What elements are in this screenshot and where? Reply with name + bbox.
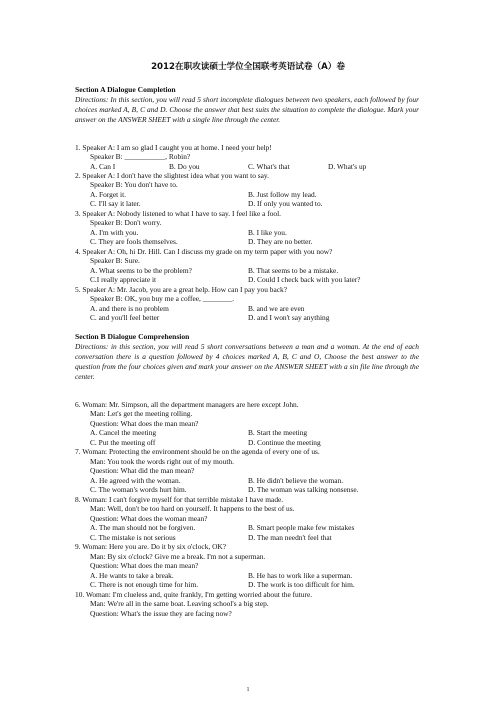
question-6-woman: 6. Woman: Mr. Simpson, all the department managers are here except John. xyxy=(75,399,299,409)
question-3-option-c: C. They are fools themselves. xyxy=(90,237,178,246)
section-b-heading: Section B Dialogue Comprehension xyxy=(75,332,190,341)
question-3-option-b: B. I like you. xyxy=(248,227,287,237)
question-7-man: Man: You took the words right out of my mouth. xyxy=(90,456,234,466)
question-6-question: Question: What does the man mean? xyxy=(90,418,199,428)
question-3-speaker-a: 3. Speaker A: Nobody listened to what I have to say. I feel like a fool. xyxy=(75,208,281,218)
exam-title: 2012在职攻读硕士学位全国联考英语试卷（A）卷 xyxy=(151,62,345,72)
question-4-option-b: B. That seems to be a mistake. xyxy=(248,265,339,275)
question-8-man: Man: Well, don't be too hard on yourself. It happens to the best of us. xyxy=(90,504,295,513)
question-6-option-b: B. Start the meeting xyxy=(248,428,308,437)
question-6-option-c: C. Put the meeting off xyxy=(90,437,156,447)
question-8-option-d: D. The man needn't feel that xyxy=(248,532,332,542)
question-7-option-b: B. He didn't believe the woman. xyxy=(248,475,344,485)
section-a-directions: Directions: In this section, you will read 5 short incomplete dialogues between two speakers, each followed by four choices marked A, B, C and D. Choose the answer that best suits the situation to complete the dialogue. Mark your answer on the ANSWER SHEET with a single line through the center. xyxy=(75,95,419,124)
question-8-question: Question: What does the woman mean? xyxy=(90,513,208,523)
question-9-option-d: D. The work is too difficult for him. xyxy=(248,580,355,589)
question-4-option-c: C.I really appreciate it xyxy=(90,275,157,284)
question-5-option-a: A. and there is no problem xyxy=(90,303,169,313)
question-4-option-a: A. What seems to be the problem? xyxy=(90,265,192,275)
question-5-option-d: D. and I won't say anything xyxy=(248,313,330,322)
question-9-woman: 9. Woman: Here you are. Do it by six o'clock, OK? xyxy=(75,542,227,551)
question-5-option-c: C. and you'll feel better xyxy=(90,313,160,322)
question-7-option-d: D. The woman was talking nonsense. xyxy=(248,485,359,494)
question-7-question: Question: What did the man mean? xyxy=(90,466,195,475)
question-8-option-c: C. The mistake is not serious xyxy=(90,532,176,542)
question-7-woman: 7. Woman: Protecting the environment should be on the agenda of every one of us. xyxy=(75,447,320,456)
question-8-woman: 8. Woman: I can't forgive myself for that terrible mistake I have made. xyxy=(75,494,284,504)
question-5-speaker-a: 5. Speaker A: Mr. Jacob, you are a great help. How can I pay you back? xyxy=(75,284,287,294)
question-8-option-b: B. Smart people make few mistakes xyxy=(248,523,355,532)
section-a-heading: Section A Dialogue Completion xyxy=(75,85,176,94)
question-2-option-b: B. Just follow my lead. xyxy=(248,189,317,199)
section-b-directions: Directions: in this section, you will read 5 short conversations between a man and a woman. At the end of each conversation there is a question followed by 4 choices marked A, B, C and O, Choose the best answer to the question from the four choices given and mark your answer on the ANSWER SHEET with a sin file line through the center. xyxy=(75,342,419,381)
question-1-speaker-b: Speaker B: ___________, Robin? xyxy=(90,152,191,161)
question-3-speaker-b: Speaker B: Don't worry. xyxy=(90,218,162,227)
question-1-speaker-a: 1. Speaker A: I am so glad I caught you at home. I need your help! xyxy=(75,143,272,152)
question-6-option-a: A. Cancel the meeting xyxy=(90,428,157,437)
question-9-option-b: B. He has to work like a superman. xyxy=(248,570,353,580)
question-2-option-c: C. I'll say it later. xyxy=(90,199,141,208)
question-10-woman: 10. Woman: I'm clueless and, quite frankly, I'm getting worried about the future. xyxy=(75,589,313,599)
question-9-option-c: C. There is not enough time for him. xyxy=(90,580,199,589)
question-10-question: Question: What's the issue they are facing now? xyxy=(90,608,232,618)
question-4-option-d: D. Could I check back with you later? xyxy=(248,275,361,284)
question-4-speaker-b: Speaker B: Sure. xyxy=(90,256,140,265)
question-5-speaker-b: Speaker B: OK, you buy me a coffee, ________. xyxy=(90,294,235,303)
question-9-option-a: A. He wants to take a break. xyxy=(90,570,174,580)
page-number: 1 xyxy=(246,687,250,693)
question-2-option-a: A. Forget it. xyxy=(90,189,126,199)
question-1-option-a: A. Can I xyxy=(90,161,116,171)
question-1-option-d: D. What's up xyxy=(328,161,367,171)
question-5-option-b: B. and we are even xyxy=(248,303,305,313)
question-8-option-a: A. The man should not be forgiven. xyxy=(90,523,196,532)
question-9-question: Question: What does the man mean? xyxy=(90,561,199,570)
question-6-option-d: D. Continue the meeting xyxy=(248,437,321,447)
question-2-speaker-a: 2. Speaker A: I don't have the slightest idea what you want to say. xyxy=(75,171,269,180)
question-6-man: Man: Let's get the meeting rolling. xyxy=(90,409,193,418)
question-7-option-c: C. The woman's words hurt him. xyxy=(90,485,187,494)
question-1-option-b: B. Do you xyxy=(169,161,200,171)
question-1-option-c: C. What's that xyxy=(248,161,290,171)
question-9-man: Man: By six o'clock? Give me a break. I'm not a superman. xyxy=(90,551,266,561)
question-7-option-a: A. He agreed with the woman. xyxy=(90,475,181,485)
question-10-man: Man: We're all in the same boat. Leaving school's a big step. xyxy=(90,599,269,608)
question-2-speaker-b: Speaker B: You don't have to. xyxy=(90,180,178,189)
question-4-speaker-a: 4. Speaker A: Oh, hi Dr. Hill. Can I discuss my grade on my term paper with you now? xyxy=(75,246,333,256)
question-3-option-d: D. They are no better. xyxy=(248,237,313,246)
question-3-option-a: A. I'm with you. xyxy=(90,227,139,237)
question-2-option-d: D. If only you wanted to. xyxy=(248,199,323,208)
